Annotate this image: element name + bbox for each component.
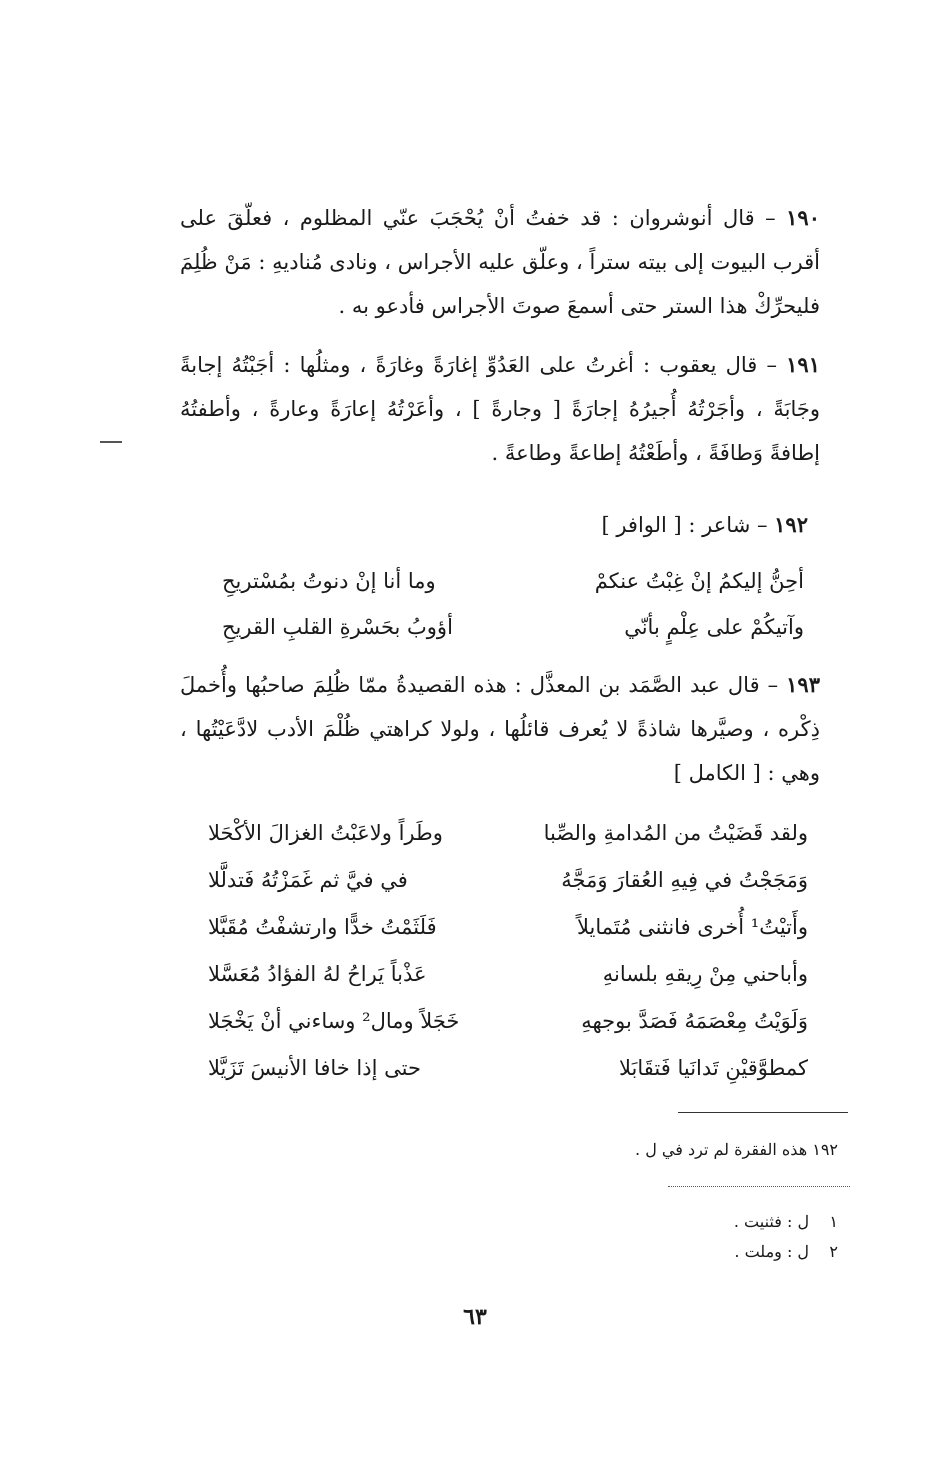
paragraph-190	[180, 196, 820, 328]
verse-first-hemistich: أحِنُّ إليكمُ إنْ غِبْتُ عنكمْ	[594, 569, 804, 593]
verse-second-hemistich: في فيَّ ثم غَمَزْتُهُ فَتدلَّلا	[208, 868, 408, 892]
verse-first-hemistich: وأباحني مِنْ رِيقهِ بلسانهِ	[602, 962, 808, 986]
paragraph-text: – قال يعقوب : أغرتُ على العَدُوِّ إغارَةً وغارَةً ، ومثلُها : أجَبْتُهُ إجابةً وجَابَةً ، وأجَرْتُهُ أُجيرُهُ إجارَةً [ وجارةً ] ، وأعَرْتُهُ إعارَةً وعارةً ، وأطفتُهُ إطافةً وَطافَةً ، وأطَعْتُهُ إطاعةً وطاعةً .	[180, 353, 820, 465]
verse-line	[208, 1047, 808, 1089]
verse-second-hemistich: أؤوبُ بحَسْرةِ القلبِ القريحِ	[222, 615, 453, 639]
verse-second-hemistich: خَجَلاً ومال² وساءني أنْ يَخْجَلا	[208, 1009, 460, 1033]
verse-line	[222, 606, 804, 648]
verse-line	[208, 906, 808, 948]
paragraph-heading: – شاعر : [ الوافر ]	[601, 513, 768, 537]
verse-line	[208, 1000, 808, 1042]
verse-line	[208, 953, 808, 995]
paragraph-number: ١٩١	[786, 352, 820, 377]
footnote-main	[635, 1136, 838, 1164]
footnote-text: ١٩٢ هذه الفقرة لم ترد في ل .	[635, 1140, 838, 1159]
verse-second-hemistich: حتى إذا خافا الأنيسَ تَزَيَّلا	[208, 1056, 421, 1080]
page-number: ٦٣	[463, 1304, 487, 1330]
paragraph-number: ١٩٢	[774, 512, 808, 537]
paragraph-192-heading	[601, 505, 808, 545]
footnote-number: ١	[829, 1212, 838, 1231]
verse-first-hemistich: وآتيكُمْ على عِلْمٍ بأنّي	[624, 615, 804, 639]
footnote-item	[734, 1208, 838, 1236]
footnote-separator	[678, 1112, 848, 1113]
verse-first-hemistich: كمطوَّقيْنِ تَدانَيا فَتقَابَلا	[619, 1056, 808, 1080]
margin-mark	[100, 441, 122, 443]
verse-first-hemistich: وَمَجَجْتُ في فِيهِ العُقارَ وَمَجَّهُ	[561, 868, 808, 892]
paragraph-text: – قال عبد الصَّمَد بن المعذَّل : هذه القصيدةُ ممّا ظُلِمَ صاحبُها وأُخملَ ذِكْره ، وصيَّرها شاذةً لا يُعرف قائلُها ، ولولا كراهتي ظُلْمَ الأدب لادَّعَيْتُها ، وهي : [ الكامل ]	[180, 673, 820, 785]
verse-line	[208, 859, 808, 901]
verse-first-hemistich: ولقد قَضَيْتُ من المُدامةِ والصِّبا	[543, 821, 808, 845]
verse-line	[208, 812, 808, 854]
verse-first-hemistich: وَلَوَيْتُ مِعْصَمَهُ فَصَدَّ بوجههِ	[581, 1009, 808, 1033]
verse-second-hemistich: عَذْباً يَراحُ لهُ الفؤادُ مُعَسَّلا	[208, 962, 427, 986]
verse-second-hemistich: وطَراً ولاعَبْتُ الغزالَ الأكْحَلا	[208, 821, 443, 845]
verse-second-hemistich: فَلَثَمْتُ خدًّا وارتشفْتُ مُقَبَّلا	[208, 915, 437, 939]
footnote-number: ٢	[829, 1242, 838, 1261]
footnote-dotted-separator	[668, 1186, 850, 1187]
paragraph-193	[180, 663, 820, 795]
paragraph-number: ١٩٣	[786, 672, 820, 697]
paragraph-number: ١٩٠	[786, 205, 820, 230]
paragraph-text: – قال أنوشروان : قد خفتُ أنْ يُحْجَبَ عنّي المظلوم ، فعلّقَ على أقرب البيوت إلى بيته ستراً ، وعلّق عليه الأجراس ، ونادى مُناديهِ : مَنْ ظُلِمَ فليحرِّكْ هذا الستر حتى أسمعَ صوتَ الأجراس فأدعو به .	[180, 206, 820, 318]
verse-first-hemistich: وأَتيْتُ¹ أُخرى فانثنى مُتَمايلاً	[576, 915, 808, 939]
footnote-text: ل : فثنيت .	[733, 1212, 810, 1231]
verse-second-hemistich: وما أنا إنْ دنوتُ بمُسْتريحِ	[222, 569, 436, 593]
footnote-text: ل : وملت .	[734, 1242, 810, 1261]
verse-line	[222, 560, 804, 602]
footnote-item	[734, 1238, 838, 1266]
paragraph-191	[180, 343, 820, 475]
